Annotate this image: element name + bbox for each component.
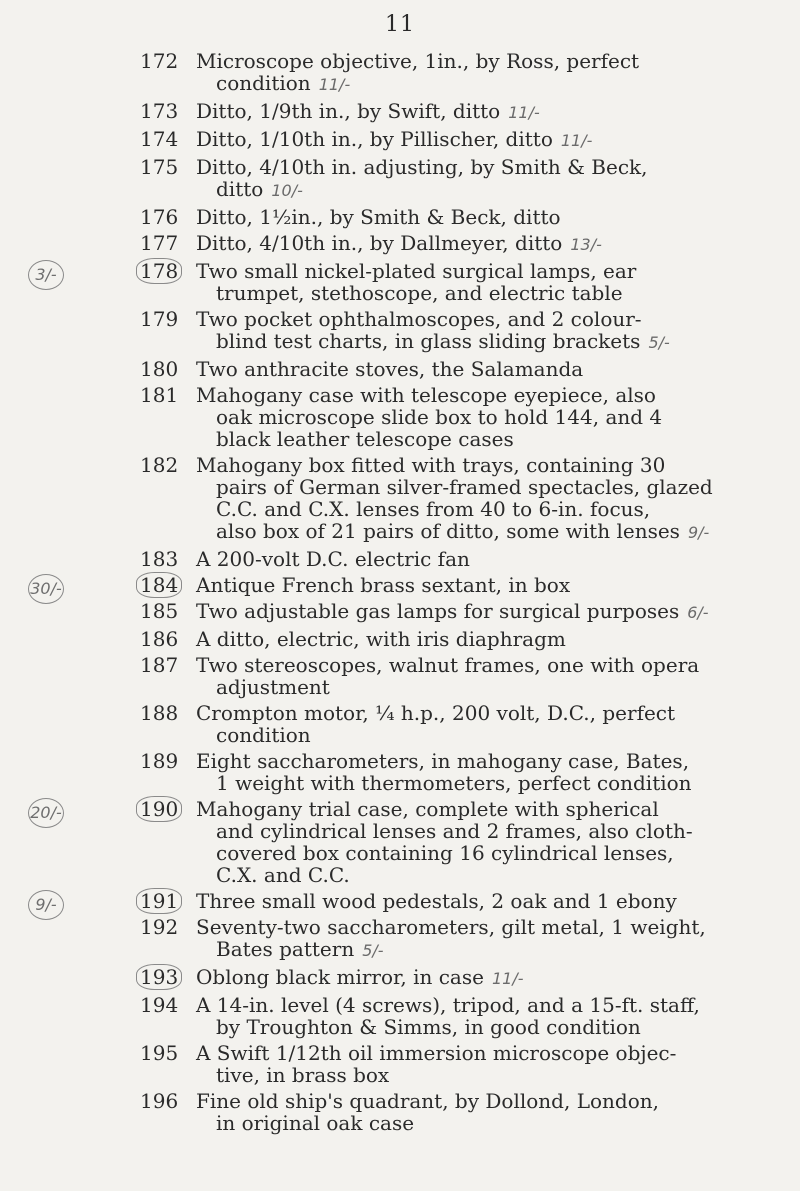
handwritten-price-note: 9/- [687, 523, 710, 542]
lot-entry [0, 128, 800, 152]
lot-description-line: Seventy-two saccharometers, gilt metal, 1 weight, [196, 915, 706, 939]
lot-description [196, 454, 716, 544]
lot-description-line: Mahogany case with telescope eyepiece, also [196, 383, 656, 407]
handwritten-price-note: 11/- [560, 131, 593, 150]
lot-number-value: 182 [140, 453, 179, 477]
lot-description-line: A Swift 1/12th oil immersion microscope objec- [196, 1041, 677, 1065]
lot-entry [0, 100, 800, 124]
lot-description-line: Three small wood pedestals, 2 oak and 1 ebony [196, 889, 677, 913]
lot-description-line: Eight saccharometers, in mahogany case, Bates, [196, 749, 690, 773]
lot-number [140, 600, 184, 622]
lot-entry [0, 628, 800, 650]
lot-description [196, 1042, 716, 1086]
lot-list [0, 50, 800, 1138]
lot-description-line: Two anthracite stoves, the Salamanda [196, 357, 584, 381]
lot-number-value: 185 [140, 599, 179, 623]
lot-number [140, 260, 184, 282]
lot-description-line: A 14-in. level (4 screws), tripod, and a 15-ft. staff, [196, 993, 700, 1017]
lot-number [140, 100, 184, 122]
lot-description [196, 600, 716, 624]
lot-number-value: 196 [140, 1089, 179, 1113]
lot-description-line: Bates pattern 5/- [216, 937, 384, 961]
margin-annotation: 20/- [28, 798, 64, 828]
lot-description-line: Fine old ship's quadrant, by Dollond, London, [196, 1089, 659, 1113]
handwritten-price-note: 11/- [508, 103, 540, 122]
handwritten-price-note: 11/- [491, 969, 524, 988]
lot-description-line: Two pocket ophthalmoscopes, and 2 colour- [196, 307, 642, 331]
lot-number-value: 187 [140, 653, 179, 677]
lot-description-line: pairs of German silver-framed spectacles, glazed [216, 475, 713, 499]
lot-entry [0, 308, 800, 354]
margin-annotation: 9/- [28, 890, 64, 920]
lot-entry [0, 574, 800, 596]
lot-entry [0, 750, 800, 794]
lot-description-line: in original oak case [216, 1111, 415, 1135]
lot-entry [0, 384, 800, 450]
lot-description-line: Ditto, 1/9th in., by Swift, ditto 11/- [196, 99, 540, 123]
lot-number-value: 180 [140, 357, 179, 381]
lot-entry [0, 206, 800, 228]
lot-description-line: black leather telescope cases [216, 427, 514, 451]
lot-entry [0, 358, 800, 380]
lot-description-line: Crompton motor, ¼ h.p., 200 volt, D.C., perfect [196, 701, 676, 725]
lot-description-line: blind test charts, in glass sliding brackets 5/- [216, 329, 670, 353]
lot-description [196, 916, 716, 962]
lot-number-value: 192 [140, 915, 179, 939]
lot-number [140, 454, 184, 476]
lot-entry [0, 1042, 800, 1086]
lot-entry [0, 890, 800, 912]
lot-entry [0, 260, 800, 304]
lot-number-value: 183 [140, 547, 179, 571]
lot-description [196, 358, 716, 380]
lot-number-value: 189 [140, 749, 179, 773]
lot-entry [0, 600, 800, 624]
lot-number [140, 654, 184, 676]
handwritten-price-note: 11/- [318, 75, 351, 94]
lot-entry [0, 702, 800, 746]
lot-description-line: Two small nickel-plated surgical lamps, ear [196, 259, 637, 283]
lot-description [196, 966, 716, 990]
lot-number-value: 172 [140, 49, 179, 73]
lot-number [140, 156, 184, 178]
lot-description-line: Ditto, 1/10th in., by Pillischer, ditto 11/- [196, 127, 593, 151]
lot-description-line: Antique French brass sextant, in box [196, 573, 571, 597]
lot-description-line: Ditto, 1½in., by Smith & Beck, ditto [196, 205, 561, 229]
lot-description-line: condition 11/- [216, 71, 351, 95]
lot-number-value: 177 [140, 231, 179, 255]
lot-number [140, 358, 184, 380]
lot-entry [0, 50, 800, 96]
lot-number-value: 186 [140, 627, 179, 651]
lot-description-line: Oblong black mirror, in case 11/- [196, 965, 524, 989]
lot-description-line: by Troughton & Simms, in good condition [216, 1015, 641, 1039]
lot-description-line: Microscope objective, 1in., by Ross, perfect [196, 49, 640, 73]
lot-description-line: condition [216, 723, 311, 747]
lot-number-value: 178 [136, 258, 182, 284]
lot-description-line: Mahogany box fitted with trays, containing 30 [196, 453, 666, 477]
lot-description [196, 308, 716, 354]
lot-number [140, 384, 184, 406]
margin-annotation: 30/- [28, 574, 64, 604]
lot-entry [0, 966, 800, 990]
handwritten-price-note: 6/- [687, 603, 709, 622]
lot-description [196, 574, 716, 596]
page-number: 11 [385, 12, 415, 37]
lot-description-line: Two adjustable gas lamps for surgical purposes 6/- [196, 599, 709, 623]
lot-description-line: adjustment [216, 675, 330, 699]
lot-number [140, 890, 184, 912]
lot-description-line: ditto 10/- [216, 177, 303, 201]
lot-description [196, 890, 716, 912]
lot-description-line: also box of 21 pairs of ditto, some with lenses 9/- [216, 519, 710, 543]
lot-number-value: 190 [136, 796, 182, 822]
lot-number-value: 175 [140, 155, 179, 179]
lot-number-value: 176 [140, 205, 179, 229]
lot-number-value: 193 [136, 964, 182, 990]
handwritten-price-note: 13/- [570, 235, 602, 254]
lot-number-value: 174 [140, 127, 179, 151]
lot-description-line: Ditto, 4/10th in., by Dallmeyer, ditto 13/- [196, 231, 602, 255]
lot-entry [0, 548, 800, 570]
lot-description-line: C.X. and C.C. [216, 863, 350, 887]
lot-description [196, 384, 716, 450]
lot-description-line: 1 weight with thermometers, perfect condition [216, 771, 692, 795]
lot-entry [0, 156, 800, 202]
lot-number [140, 574, 184, 596]
lot-number-value: 184 [136, 572, 182, 598]
lot-description-line: C.C. and C.X. lenses from 40 to 6-in. focus, [216, 497, 651, 521]
lot-number [140, 750, 184, 772]
handwritten-price-note: 10/- [271, 181, 303, 200]
lot-number [140, 1090, 184, 1112]
lot-description [196, 232, 716, 256]
lot-number [140, 966, 184, 988]
lot-entry [0, 654, 800, 698]
lot-description-line: A ditto, electric, with iris diaphragm [196, 627, 566, 651]
lot-description-line: and cylindrical lenses and 2 frames, also cloth- [216, 819, 693, 843]
lot-entry [0, 994, 800, 1038]
lot-entry [0, 916, 800, 962]
lot-number-value: 191 [136, 888, 182, 914]
lot-entry [0, 454, 800, 544]
lot-entry [0, 798, 800, 886]
lot-description [196, 1090, 716, 1134]
lot-number-value: 194 [140, 993, 179, 1017]
lot-number-value: 188 [140, 701, 179, 725]
lot-description [196, 994, 716, 1038]
lot-description [196, 100, 716, 124]
lot-description [196, 206, 716, 228]
lot-number-value: 179 [140, 307, 179, 331]
lot-description [196, 260, 716, 304]
lot-number-value: 173 [140, 99, 179, 123]
lot-description [196, 654, 716, 698]
lot-number [140, 798, 184, 820]
lot-number [140, 50, 184, 72]
lot-number [140, 916, 184, 938]
lot-description-line: oak microscope slide box to hold 144, and 4 [216, 405, 663, 429]
handwritten-price-note: 5/- [362, 941, 384, 960]
lot-description-line: trumpet, stethoscope, and electric table [216, 281, 623, 305]
lot-description [196, 156, 716, 202]
lot-description [196, 798, 716, 886]
margin-annotation: 3/- [28, 260, 64, 290]
lot-description [196, 50, 716, 96]
lot-entry [0, 232, 800, 256]
lot-description-line: covered box containing 16 cylindrical lenses, [216, 841, 674, 865]
handwritten-price-note: 5/- [648, 333, 670, 352]
lot-description-line: Two stereoscopes, walnut frames, one with opera [196, 653, 700, 677]
lot-description [196, 750, 716, 794]
lot-description [196, 128, 716, 152]
lot-number [140, 128, 184, 150]
lot-number [140, 628, 184, 650]
lot-number [140, 702, 184, 724]
lot-number [140, 994, 184, 1016]
lot-number [140, 548, 184, 570]
lot-number [140, 206, 184, 228]
lot-number [140, 1042, 184, 1064]
lot-number [140, 232, 184, 254]
lot-description-line: A 200-volt D.C. electric fan [196, 547, 470, 571]
lot-number-value: 195 [140, 1041, 179, 1065]
lot-description [196, 628, 716, 650]
lot-description-line: Mahogany trial case, complete with spherical [196, 797, 659, 821]
lot-number [140, 308, 184, 330]
lot-description-line: tive, in brass box [216, 1063, 390, 1087]
lot-description-line: Ditto, 4/10th in. adjusting, by Smith & Beck, [196, 155, 648, 179]
lot-description [196, 702, 716, 746]
lot-description [196, 548, 716, 570]
lot-number-value: 181 [140, 383, 179, 407]
lot-entry [0, 1090, 800, 1134]
